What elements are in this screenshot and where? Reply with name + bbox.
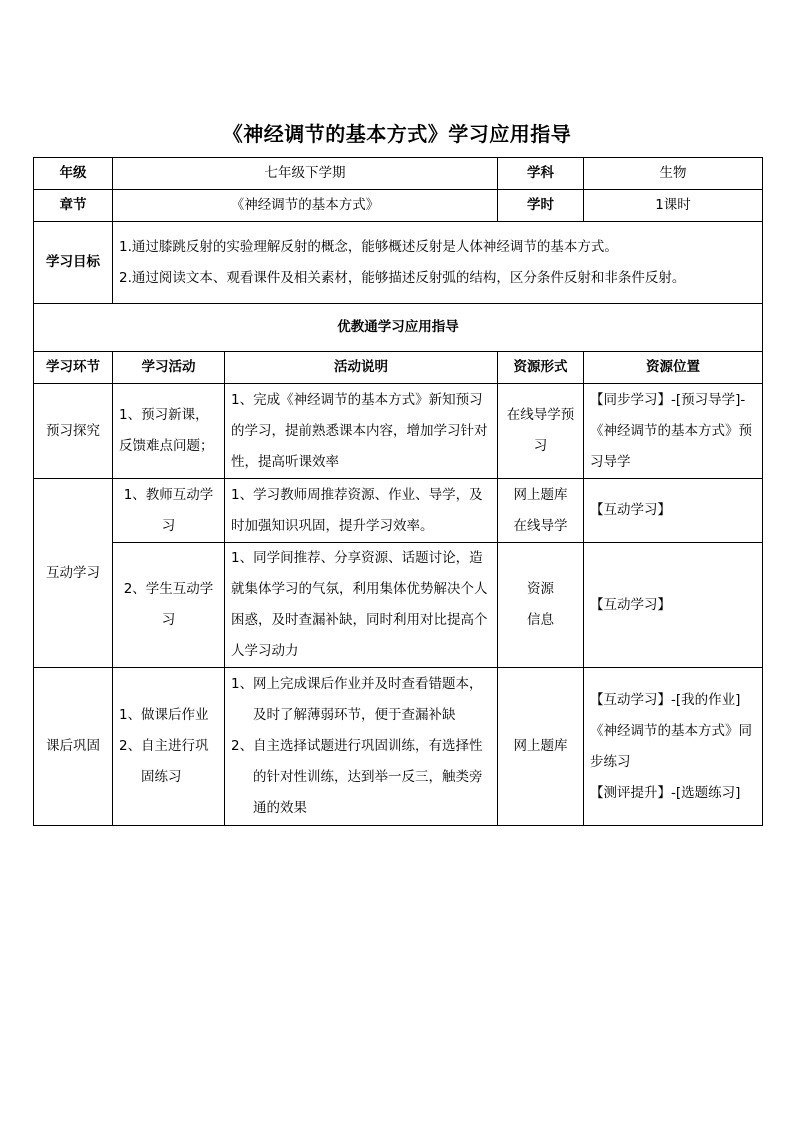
header-form: 资源形式 [498,352,584,384]
location-line: 【互动学习】-[我的作业]《神经调节的基本方式》同步练习 [590,691,753,770]
description-cell: 1、学习教师周推荐资源、作业、导学，及时加强知识巩固，提升学习效率。 [225,479,498,543]
table-row-preview [34,384,763,479]
form-line: 在线导学 [513,517,568,534]
guide-table [33,157,763,826]
section-row [34,304,763,352]
subject-value: 生物 [584,158,763,190]
hours-label: 学时 [498,190,584,222]
location-cell: 【互动学习】 [584,543,763,668]
form-cell [498,543,584,668]
subject-label: 学科 [498,158,584,190]
chapter-label: 章节 [34,190,113,222]
activity-cell: 1、预习新课，反馈难点问题； [113,384,225,479]
list-item: 2、自主选择试题进行巩固训练，有选择性的针对性训练，达到举一反三，触类旁通的效果 [231,738,483,816]
list-item: 1、做课后作业 [119,707,209,723]
location-cell: 【同步学习】-[预习导学]-《神经调节的基本方式》预习导学 [584,384,763,479]
form-cell: 在线导学预习 [498,384,584,479]
grade-value: 七年级下学期 [113,158,498,190]
grade-label: 年级 [34,158,113,190]
goals-label: 学习目标 [34,222,113,304]
header-location: 资源位置 [584,352,763,384]
list-item: 1、网上完成课后作业并及时查看错题本，及时了解薄弱环节，便于查漏补缺 [231,676,483,723]
header-description: 活动说明 [225,352,498,384]
form-cell: 网上题库 [498,668,584,826]
page-title: 《神经调节的基本方式》学习应用指导 [222,122,572,146]
list-item: 2、自主进行巩固练习 [119,738,209,785]
stage-cell: 课后巩固 [34,668,113,826]
table-row-student [34,543,763,668]
activity-cell [113,668,225,826]
stage-cell: 互动学习 [34,479,113,668]
hours-value: 1课时 [584,190,763,222]
table-row-teacher [34,479,763,543]
location-cell [584,668,763,826]
grade-row [34,158,763,190]
form-cell [498,479,584,543]
activity-cell: 2、学生互动学习 [113,543,225,668]
table-row-review [34,668,763,826]
form-line: 网上题库 [513,486,568,503]
form-line: 资源 [527,581,555,597]
form-line: 信息 [527,612,555,628]
goal-item: 2.通过阅读文本、观看课件及相关素材，能够描述反射弧的结构，区分条件反射和非条件反射。 [119,269,686,286]
header-activity: 学习活动 [113,352,225,384]
chapter-row [34,190,763,222]
header-row [34,352,763,384]
section-title: 优教通学习应用指导 [34,304,763,352]
goals-cell [113,222,763,304]
description-cell [225,668,498,826]
location-cell: 【互动学习】 [584,479,763,543]
stage-cell: 预习探究 [34,384,113,479]
header-stage: 学习环节 [34,352,113,384]
activity-cell: 1、教师互动学习 [113,479,225,543]
location-line: 【测评提升】-[选题练习] [590,784,741,801]
goal-item: 1.通过膝跳反射的实验理解反射的概念，能够概述反射是人体神经调节的基本方式。 [119,238,618,255]
description-cell: 1、同学间推荐、分享资源、话题讨论，造就集体学习的气氛，利用集体优势解决个人困惑，及时查漏补缺，同时利用对比提高个人学习动力 [225,543,498,668]
chapter-value: 《神经调节的基本方式》 [113,190,498,222]
description-cell: 1、完成《神经调节的基本方式》新知预习的学习，提前熟悉课本内容，增加学习针对性，提高听课效率 [225,384,498,479]
goals-row [34,222,763,304]
